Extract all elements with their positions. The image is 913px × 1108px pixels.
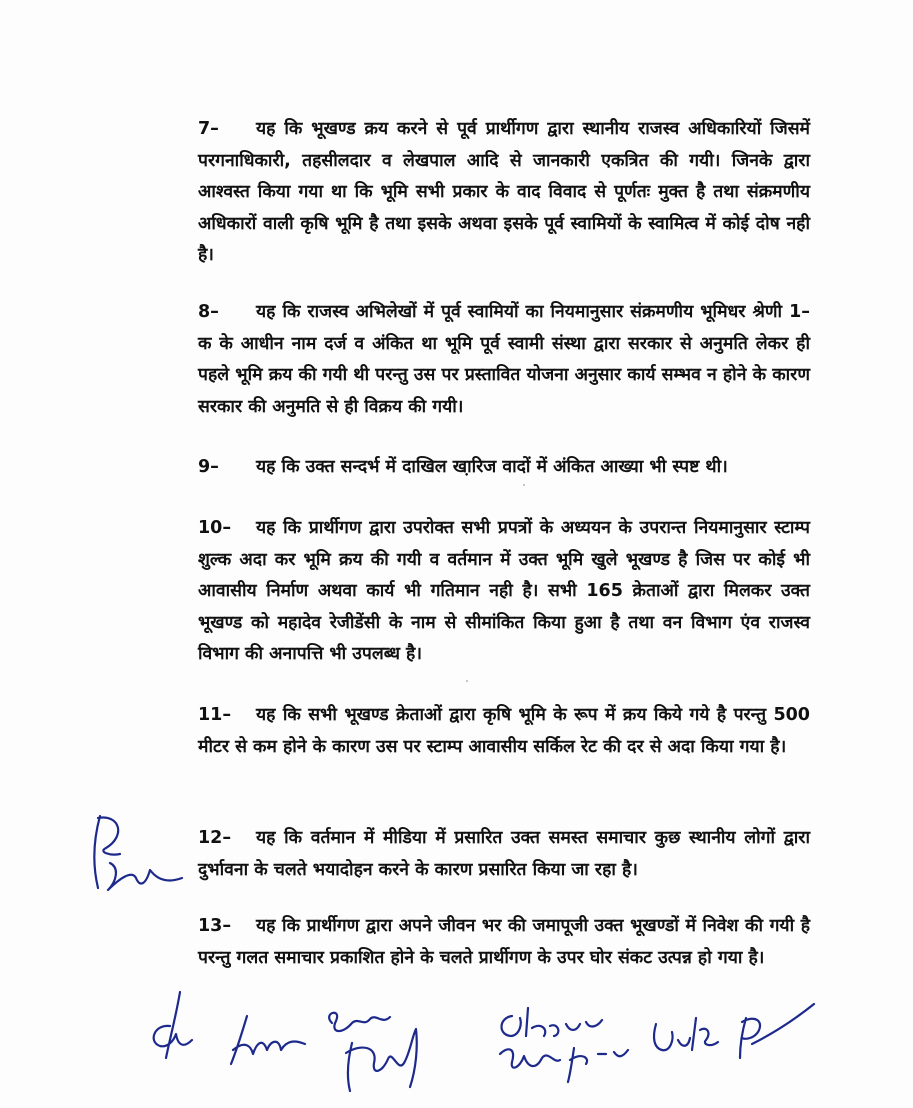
paragraph-text: यह कि उक्त सन्दर्भ में दाखिल खा़रिज वादों में अंकित आख्या भी स्पष्ट थी। <box>256 457 728 477</box>
paragraph-13 <box>198 911 810 974</box>
signature-3 <box>312 1003 432 1098</box>
scan-speck <box>466 680 468 682</box>
paragraph-8 <box>198 297 810 423</box>
signature-1 <box>140 986 200 1066</box>
paragraph-text: यह कि सभी भूखण्ड क्रेताओं द्वारा कृषि भूमि के रूप में क्रय किये गये है परन्तु 500 मीटर से कम होने के कारण उस पर स्टाम्प आवासीय सर्किल रेट की दर से अदा किया गया है। <box>198 705 810 757</box>
paragraph-number: 13– <box>198 916 232 936</box>
signature-4 <box>490 1002 670 1087</box>
signature-2 <box>225 1010 310 1070</box>
paragraph-number: 7– <box>198 119 219 139</box>
paragraph-text: यह कि वर्तमान में मीडिया में प्रसारित उक्त समस्त समाचार कुछ स्थानीय लोगों द्वारा दुर्भावना के चलते भयादोहन करने के कारण प्रसारित किया जा रहा है। <box>198 828 810 880</box>
scan-speck <box>523 484 525 486</box>
paragraph-12 <box>198 823 810 886</box>
paragraph-10 <box>198 513 810 671</box>
signature-6 <box>728 1000 818 1065</box>
paragraph-text: यह कि प्रार्थीगण द्वारा उपरोक्त सभी प्रपत्रों के अध्ययन के उपरान्त नियमानुसार स्टाम्प शुल्क अदा कर भूमि क्रय की गयी व वर्तमान में उक्त भूमि खुले भूखण्ड है जिस पर कोई भी आवासीय निर्माण अथवा कार्य भी गतिमान नही है। सभी 165 क्रेताओं द्वारा मिलकर उक्त भूखण्ड को महादेव रेजीडेंसी के नाम से सीमांकित किया हुआ है तथा वन विभाग एंव राजस्व विभाग की अनापत्ति भी उपलब्ध है। <box>198 518 810 664</box>
paragraph-9 <box>198 452 810 484</box>
signature-5 <box>648 1010 723 1060</box>
paragraph-11 <box>198 700 810 763</box>
paragraph-text: यह कि राजस्व अभिलेखों में पूर्व स्वामियों का नियमानुसार संक्रमणीय भूमिधर श्रेणी 1–क के आधीन नाम दर्ज व अंकित था भूमि पूर्व स्वामी संस्था द्वारा सरकार से अनुमति लेकर ही पहले भूमि क्रय की गयी थी परन्तु उस पर प्रस्तावित योजना अनुसार कार्य सम्भव न होने के कारण सरकार की अनुमति से ही विक्रय की गयी। <box>198 302 810 417</box>
paragraph-number: 9– <box>198 457 219 477</box>
paragraph-text: यह कि भूखण्ड क्रय करने से पूर्व प्रार्थीगण द्वारा स्थानीय राजस्व अधिकारियों जिसमें परगनाधिकारी, तहसीलदार व लेखपाल आदि से जानकारी एकत्रित की गयी। जिनके द्वारा आश्वस्त किया गया था कि भूमि सभी प्रकार के वाद विवाद से पूर्णतः मुक्त है तथा संक्रमणीय अधिकारों वाली कृषि भूमि है तथा इसके अथवा इसके पूर्व स्वामियों के स्वामित्व में कोई दोष नही है। <box>198 119 810 265</box>
paragraph-text: यह कि प्रार्थीगण द्वारा अपने जीवन भर की जमापूजी उक्त भूखण्डों में निवेश की गयी है परन्तु गलत समाचार प्रकाशित होने के चलते प्रार्थीगण के उपर घोर संकट उत्पन्न हो गया है। <box>198 916 810 968</box>
paragraph-number: 12– <box>198 828 232 848</box>
paragraph-number: 11– <box>198 705 232 725</box>
paragraph-number: 10– <box>198 518 232 538</box>
paragraph-number: 8– <box>198 302 219 322</box>
margin-signature <box>80 808 190 898</box>
paragraph-7 <box>198 114 810 272</box>
